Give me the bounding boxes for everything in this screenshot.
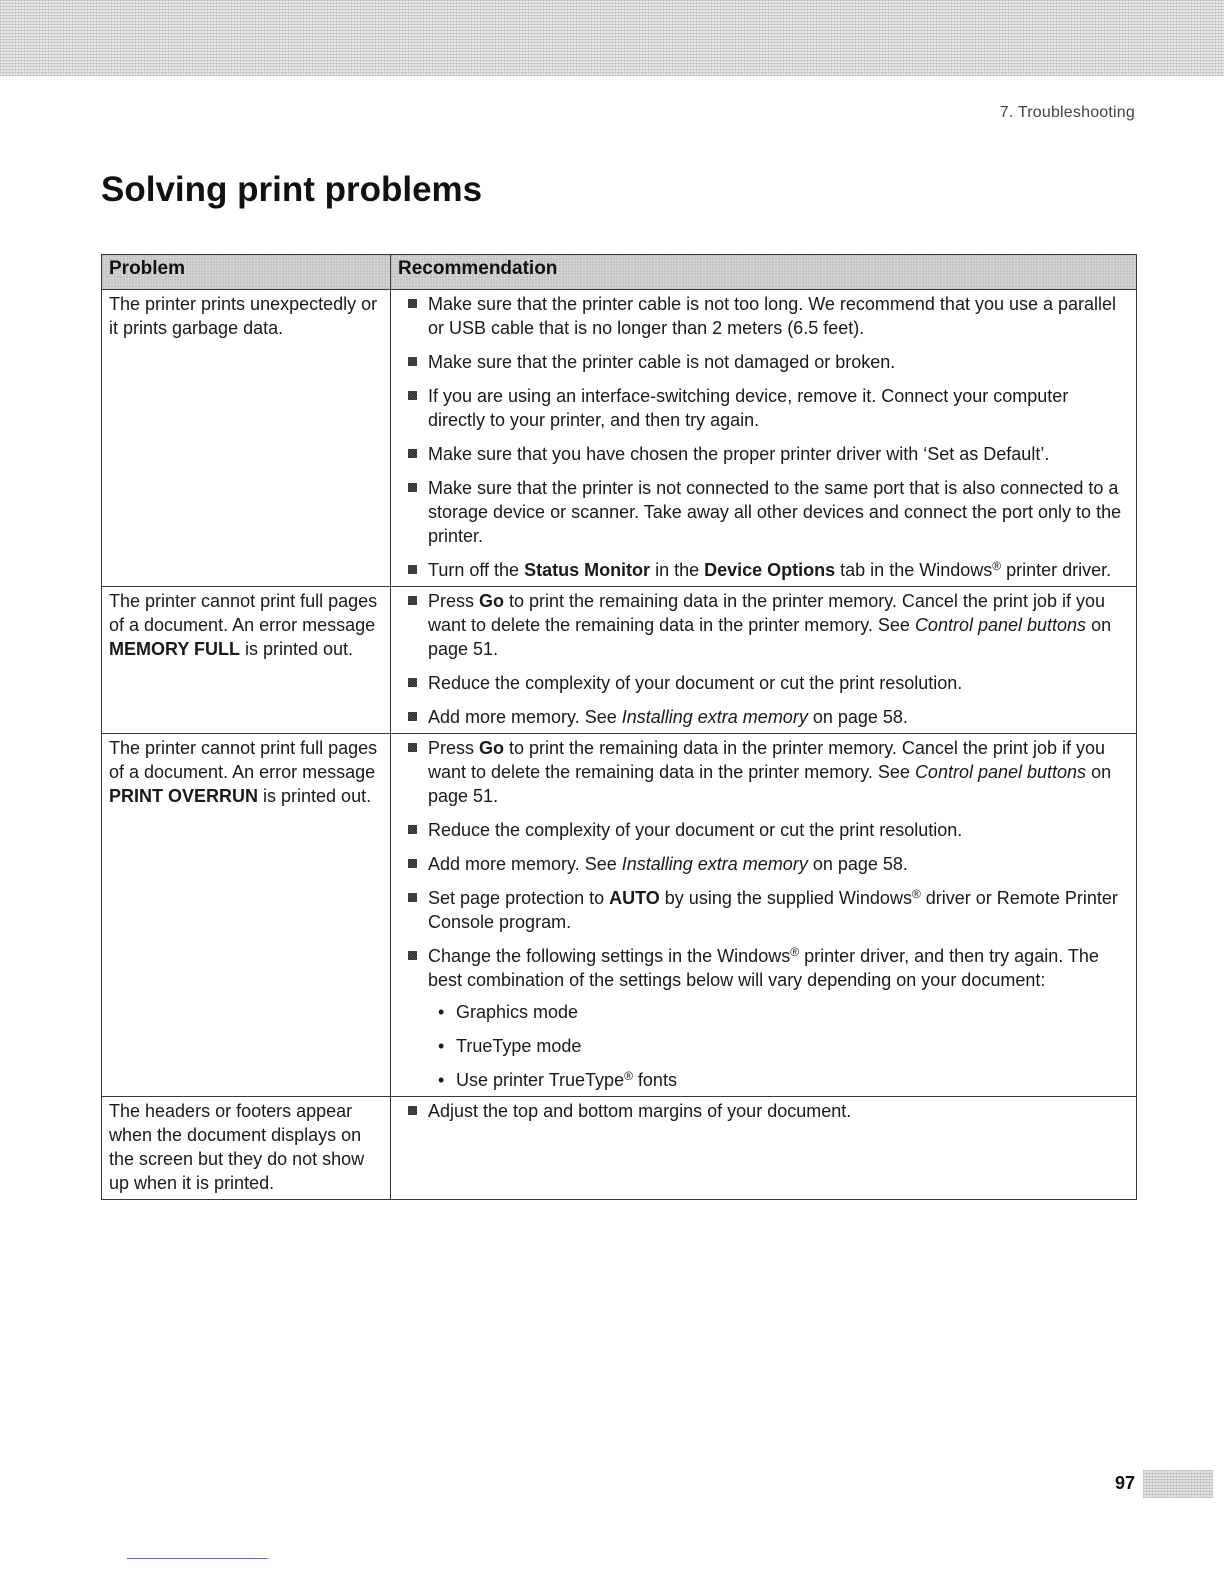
- registered-mark: ®: [624, 1069, 633, 1083]
- footer-rule: [127, 1558, 268, 1559]
- table-header-row: [102, 255, 1137, 290]
- cross-reference-link[interactable]: Control panel buttons: [914, 615, 1087, 635]
- square-bullet-icon: [408, 859, 417, 868]
- square-bullet-icon: [408, 893, 417, 902]
- square-bullet-icon: [408, 1106, 417, 1115]
- table-row: [102, 587, 1137, 734]
- recommendation-item: Change the following settings in the Windows® printer driver, and then try again. The best combination of the settings below will vary depending on your document: • Graphics mode • TrueType mode • Use printer TrueType® fonts: [408, 944, 1126, 1092]
- auto-setting-term: AUTO: [609, 888, 660, 908]
- settings-sublist: [428, 1000, 1126, 1092]
- recommendation-list: [408, 1099, 1126, 1123]
- recommendation-list: [408, 589, 1126, 729]
- square-bullet-icon: [408, 449, 417, 458]
- page-title: Solving print problems: [101, 170, 483, 209]
- sublist-item: • TrueType mode: [438, 1036, 582, 1056]
- sublist-item: • Use printer TrueType® fonts: [438, 1069, 677, 1090]
- recommendation-item: Add more memory. See Installing extra memory on page 58.: [408, 705, 1126, 729]
- problem-text: The printer prints unexpectedly or it prints garbage data.: [109, 294, 378, 338]
- recommendation-item: If you are using an interface-switching device, remove it. Connect your computer directly to your printer, and then try again.: [408, 384, 1126, 432]
- recommendation-item: Set page protection to AUTO by using the supplied Windows® driver or Remote Printer Console program.: [408, 886, 1126, 934]
- error-message-memory-full: MEMORY FULL: [109, 639, 240, 659]
- recommendation-cell: [391, 290, 1137, 587]
- recommendation-cell: [391, 587, 1137, 734]
- registered-mark: ®: [992, 559, 1002, 573]
- cross-reference-link[interactable]: Control panel buttons: [914, 762, 1087, 782]
- square-bullet-icon: [408, 357, 417, 366]
- recommendation-item: Press Go to print the remaining data in the printer memory. Cancel the print job if you want to delete the remaining data in the printer memory. See Control panel buttons on page 51.: [408, 589, 1126, 661]
- go-button-term: Go: [479, 591, 505, 611]
- recommendation-item: Reduce the complexity of your document or cut the print resolution.: [408, 818, 1126, 842]
- table-row: [102, 734, 1137, 1097]
- column-header-problem: Problem: [102, 255, 391, 290]
- square-bullet-icon: [408, 951, 417, 960]
- status-monitor-term: Status Monitor: [524, 560, 651, 580]
- chapter-label: 7. Troubleshooting: [999, 104, 1135, 121]
- problem-text: The headers or footers appear when the document displays on the screen but they do not show up when it is printed.: [109, 1101, 365, 1193]
- square-bullet-icon: [408, 712, 417, 721]
- problem-cell: The printer cannot print full pages of a document. An error message PRINT OVERRUN is printed out.: [102, 734, 391, 1097]
- error-message-print-overrun: PRINT OVERRUN: [109, 786, 259, 806]
- square-bullet-icon: [408, 483, 417, 492]
- page-number: 97: [1115, 1473, 1136, 1493]
- square-bullet-icon: [408, 743, 417, 752]
- go-button-term: Go: [479, 738, 505, 758]
- header-band: [0, 0, 1224, 76]
- recommendation-item: Adjust the top and bottom margins of your document.: [408, 1099, 1126, 1123]
- bullet-dot-icon: •: [438, 1036, 445, 1056]
- square-bullet-icon: [408, 596, 417, 605]
- square-bullet-icon: [408, 391, 417, 400]
- column-header-recommendation: Recommendation: [391, 255, 1137, 290]
- square-bullet-icon: [408, 678, 417, 687]
- recommendation-item: Make sure that the printer is not connected to the same port that is also connected to a storage device or scanner. Take away all other devices and connect the port only to the printer.: [408, 476, 1126, 548]
- recommendation-item: Turn off the Status Monitor in the Device Options tab in the Windows® printer driver.: [408, 558, 1126, 582]
- troubleshooting-table: [101, 254, 1137, 1200]
- table-row: [102, 290, 1137, 587]
- problem-cell: [102, 1097, 391, 1200]
- registered-mark: ®: [911, 887, 921, 901]
- problem-cell: [102, 290, 391, 587]
- square-bullet-icon: [408, 565, 417, 574]
- recommendation-item: Press Go to print the remaining data in the printer memory. Cancel the print job if you want to delete the remaining data in the printer memory. See Control panel buttons on page 51.: [408, 736, 1126, 808]
- bullet-dot-icon: •: [438, 1070, 445, 1090]
- recommendation-list: [408, 292, 1126, 582]
- recommendation-item: Make sure that the printer cable is not damaged or broken.: [408, 350, 1126, 374]
- cross-reference-link[interactable]: Installing extra memory: [621, 707, 808, 727]
- page-corner-tab: [1143, 1470, 1213, 1498]
- square-bullet-icon: [408, 299, 417, 308]
- bullet-dot-icon: •: [438, 1002, 445, 1022]
- recommendation-item: Reduce the complexity of your document or cut the print resolution.: [408, 671, 1126, 695]
- square-bullet-icon: [408, 825, 417, 834]
- problem-cell: The printer cannot print full pages of a document. An error message MEMORY FULL is printed out.: [102, 587, 391, 734]
- recommendation-item: Make sure that you have chosen the proper printer driver with ‘Set as Default’.: [408, 442, 1126, 466]
- recommendation-cell: [391, 734, 1137, 1097]
- recommendation-item: Add more memory. See Installing extra memory on page 58.: [408, 852, 1126, 876]
- recommendation-item: Make sure that the printer cable is not too long. We recommend that you use a parallel or USB cable that is no longer than 2 meters (6.5 feet).: [408, 292, 1126, 340]
- device-options-term: Device Options: [704, 560, 836, 580]
- cross-reference-link[interactable]: Installing extra memory: [621, 854, 808, 874]
- table-row: [102, 1097, 1137, 1200]
- sublist-item: • Graphics mode: [438, 1002, 579, 1022]
- recommendation-list: [408, 736, 1126, 1092]
- registered-mark: ®: [790, 945, 800, 959]
- recommendation-cell: [391, 1097, 1137, 1200]
